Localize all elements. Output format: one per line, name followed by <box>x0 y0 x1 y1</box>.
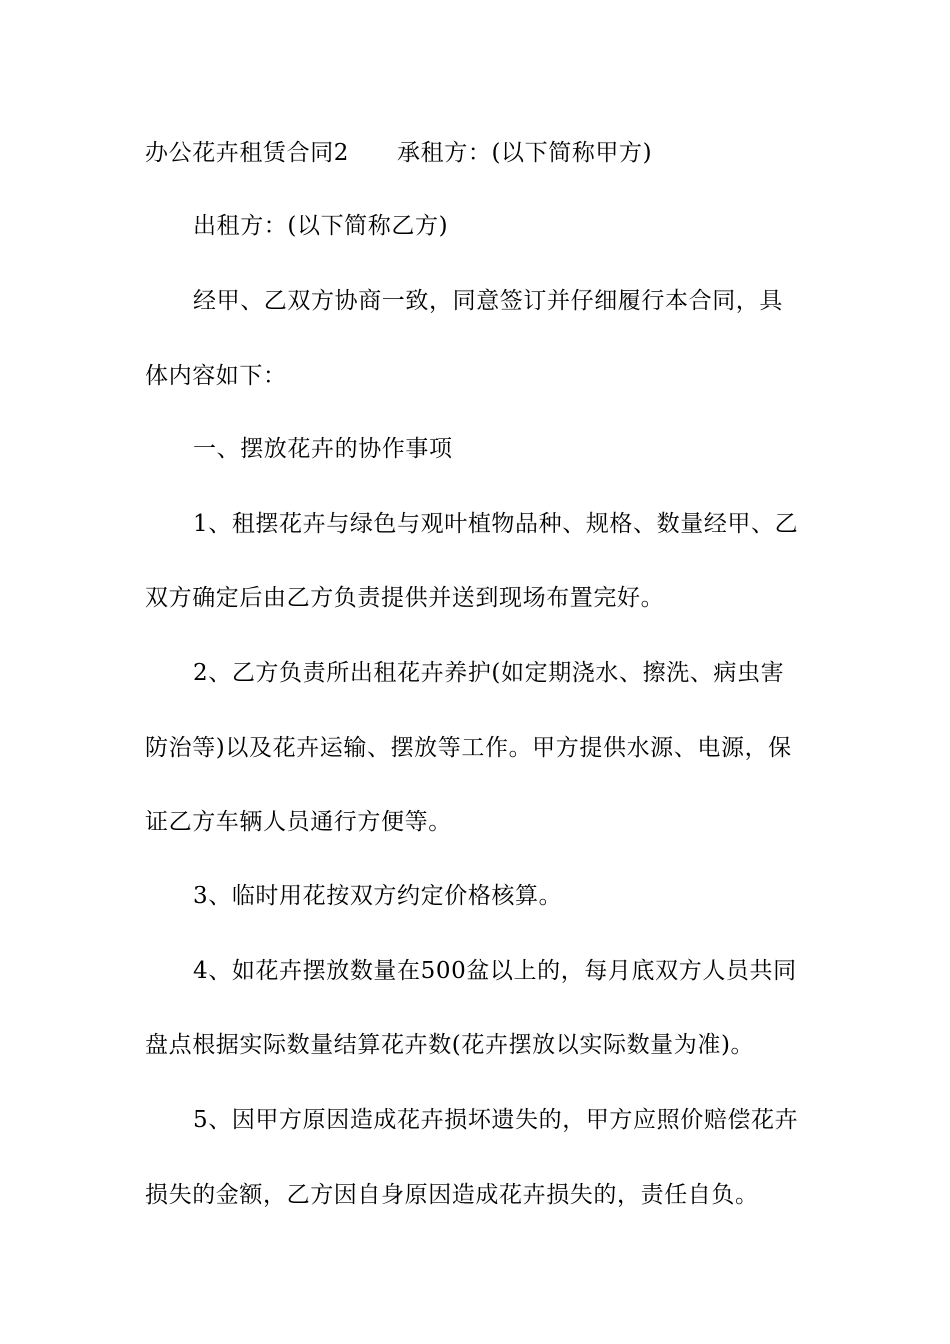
intro-paragraph-line-2: 体内容如下： <box>145 363 287 389</box>
lessee-label: 承租方：(以下简称甲方) <box>397 140 653 166</box>
clause-2-line-1: 2、乙方负责所出租花卉养护(如定期浇水、擦洗、病虫害 <box>193 660 785 686</box>
section-heading: 一、摆放花卉的协作事项 <box>193 436 453 462</box>
document-title: 办公花卉租赁合同2 <box>145 140 350 166</box>
clause-4-line-1: 4、如花卉摆放数量在500盆以上的，每月底双方人员共同 <box>193 958 797 984</box>
clause-3: 3、临时用花按双方约定价格核算。 <box>193 883 563 909</box>
clause-4-line-2: 盘点根据实际数量结算花卉数(花卉摆放以实际数量为准)。 <box>145 1032 755 1058</box>
clause-5-line-2: 损失的金额，乙方因自身原因造成花卉损失的，责任自负。 <box>145 1182 759 1208</box>
intro-paragraph-line-1: 经甲、乙双方协商一致，同意签订并仔细履行本合同，具 <box>193 288 783 314</box>
lessor-label: 出租方：(以下简称乙方) <box>193 213 449 239</box>
clause-2-line-3: 证乙方车辆人员通行方便等。 <box>145 809 452 835</box>
title-line <box>145 138 652 168</box>
clause-1-line-1: 1、租摆花卉与绿色与观叶植物品种、规格、数量经甲、乙 <box>193 511 799 537</box>
clause-1-line-2: 双方确定后由乙方负责提供并送到现场布置完好。 <box>145 585 665 611</box>
clause-2-line-2: 防治等)以及花卉运输、摆放等工作。甲方提供水源、电源，保 <box>145 735 792 761</box>
clause-5-line-1: 5、因甲方原因造成花卉损坏遗失的，甲方应照价赔偿花卉 <box>193 1107 799 1133</box>
